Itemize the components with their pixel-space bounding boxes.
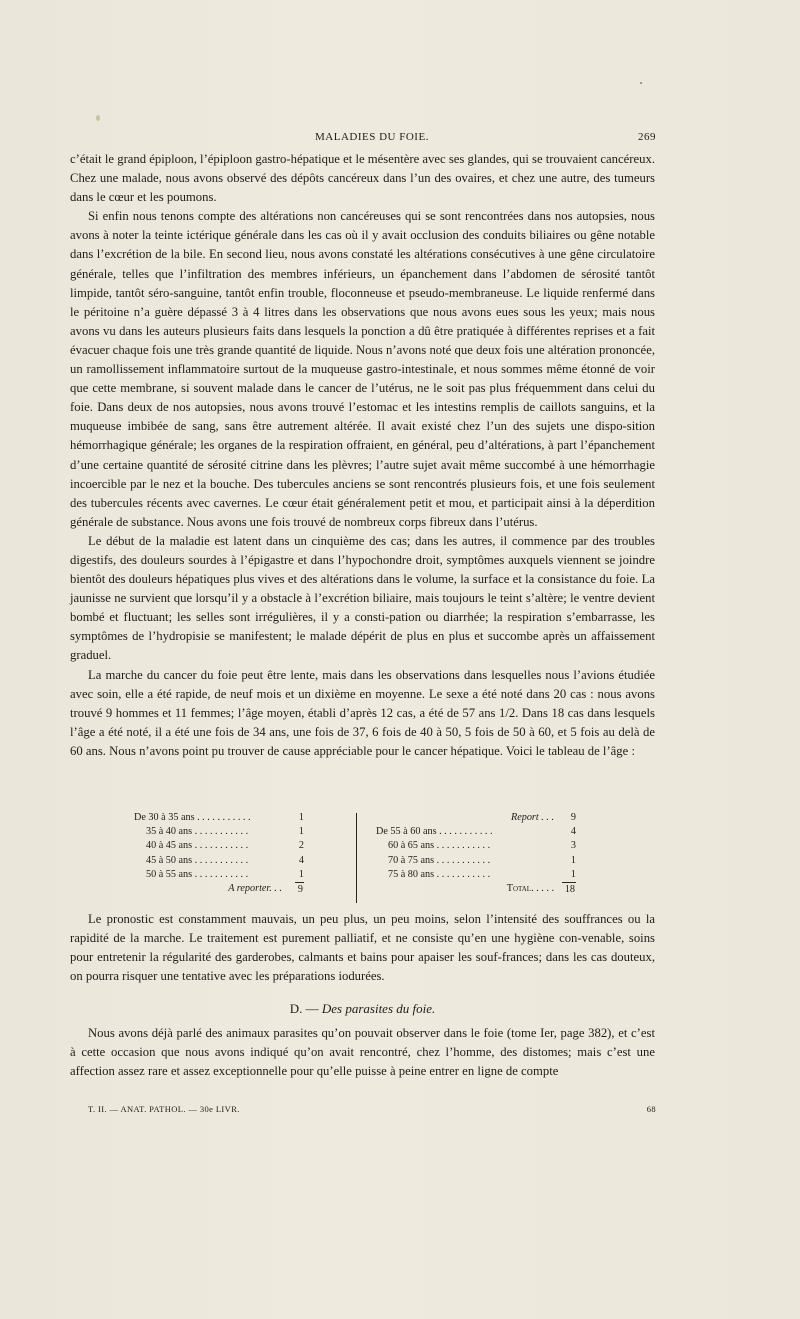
case-count: 1: [298, 812, 304, 823]
case-count: 4: [570, 826, 576, 838]
paragraph: Le début de la maladie est latent dans un cinquième des cas; dans les autres, il commence par des troubles digestifs, des douleurs sourdes à l’épigastre et dans l’hypochondre droit, symptômes auxquels viennent se joindre bientôt des douleurs hépatiques plus vives et des altérations dans le volume, la surface et la consistance du foie. La jaunisse ne survient que lorsqu’il y a obstacle à l’excrétion biliaire, mais toujours le teint s’altère; le ventre devient bombé et fluctuant; les selles sont irrégulières, il y a consti-pation ou diarrhée; la respiration s’embarrasse, les symptômes de l’hydropisie se manifestent; le malade dépérit de plus en plus et succombe après un affaissement graduel.: [70, 533, 655, 663]
age-range: De 30 à 35 ans . . . . . . . . . . .: [134, 812, 251, 823]
total-label: Total. . . . .: [506, 882, 554, 894]
age-range: 50 à 55 ans . . . . . . . . . . .: [146, 868, 249, 880]
section-prefix: D. —: [289, 1001, 322, 1016]
carry-forward-label: A reporter. . .: [228, 882, 282, 894]
case-count: 1: [570, 854, 576, 866]
case-count: 2: [298, 840, 304, 852]
section-title: Des parasites du foie.: [321, 1001, 436, 1016]
total-value: 18: [562, 882, 576, 897]
total-row: [376, 882, 576, 896]
case-count: 1: [298, 868, 304, 880]
paragraph: c’était le grand épiploon, l’épiploon gastro-hépatique et le mésentère avec ses glandes, qui se trouvaient cancéreux. Chez une malade, nous avons observé des dépôts cancéreux dans l’un des ovaires, et chez une autre, des tumeurs dans le cœur et les poumons.: [70, 152, 655, 205]
parasites-text: [70, 1024, 655, 1081]
page-header: [88, 131, 656, 149]
running-title: MALADIES DU FOIE.: [315, 131, 429, 143]
case-count: 3: [570, 840, 576, 852]
age-table: [134, 811, 576, 903]
paper-speck: [640, 82, 642, 84]
table-row: [146, 868, 304, 882]
main-text: [70, 150, 655, 761]
prognosis-text: [70, 910, 655, 986]
table-row: [146, 839, 304, 853]
brought-forward-value: 9: [570, 812, 576, 823]
paper-stain: [96, 115, 100, 121]
paragraph: Si enfin nous tenons compte des altérations non cancéreuses qui se sont rencontrées dans nos autopsies, nous avons à noter la teinte ictérique générale dans les cas où il y avait occlusion des conduits biliaires ou gêne notable dans l’excrétion de la bile. En second lieu, nous avons constaté les altérations consécutives à une gêne circulatoire générale, telles que l’infiltration des membres inférieurs, un épanchement dans l’abdomen de sérosité tantôt limpide, tantôt séro-sanguine, tantôt enfin trouble, floconneuse et pseudo-membraneuse. Le liquide renfermé dans le péritoine n’a guère dépassé 3 à 4 litres dans les observations que nous avons eues sous les yeux; mais nous avons vu dans les auteurs plusieurs faits dans lesquels la ponction a dû être pratiquée à différentes reprises et a fait évacuer chaque fois une très grande quantité de liquide. Nous n’avons noté que deux fois une altération prononcée, un ramollissement inflammatoire surtout de la muqueuse gastro-intestinale, et nous sommes même étonné de voir que cette membrane, si souvent malade dans le cancer de l’utérus, ne le soit pas plus fréquemment dans celui du foie. Dans deux de nos autopsies, nous avons trouvé l’estomac et les intestins remplis de caillots sanguins, et la muqueuse imbibée de sang, sans être autrement altérée. Il avait existé chez l’un des sujets une dispo-sition hémorrhagique générale; les organes de la respiration offraient, en général, peu d’altérations, à part l’épanchement d’une certaine quantité de sérosité citrine dans les plèvres; l’autre sujet avait même succombé à une hémorrhagie incoercible par le nez et la bouche. Des tubercules anciens se sont rencontrés plusieurs fois, et une fois seulement des tubercules récents avec cavernes. Le cœur était généralement petit et mou, et participait ainsi à la déperdition générale de substance. Nous avons une fois trouvé de nombreux corps fibreux dans l’utérus.: [70, 209, 655, 529]
paragraph: La marche du cancer du foie peut être lente, mais dans les observations dans lesquelles nous l’avions étudiée avec soin, elle a été rapide, de neuf mois et un dixième en moyenne. Le sexe a été noté dans 20 cas : nous avons trouvé 9 hommes et 11 femmes; l’âge moyen, établi d’après 12 cas, a été de 57 ans 1/2. Dans 18 cas dans lesquels l’âge a été noté, il a été une fois de 34 ans, une fois de 37, 6 fois de 40 à 50, 5 fois de 50 à 60, et 5 fois au delà de 60 ans. Nous n’avons point pu trouver de cause appréciable pour le cancer hépatique. Voici le tableau de l’âge :: [70, 667, 655, 758]
age-table-right-column: [376, 811, 576, 896]
table-row: [146, 825, 304, 839]
table-row: [376, 854, 576, 868]
section-heading: [70, 1001, 655, 1017]
carry-forward-row: [146, 882, 304, 896]
paragraph: Le pronostic est constamment mauvais, un peu plus, un peu moins, selon l’intensité des souffrances ou la rapidité de la marche. Le traitement est purement palliatif, et ne consiste qu’en une hygiène con-venable, soins pour entretenir la régularité des garderobes, calmants et bains pour apaiser les souf-frances; dans les cas douteux, on pourra risquer une tentative avec les préparations iodurées.: [70, 912, 655, 984]
age-range: 35 à 40 ans . . . . . . . . . . .: [146, 826, 249, 838]
age-range: 60 à 65 ans . . . . . . . . . . .: [388, 840, 491, 852]
sheet-number: 68: [646, 1104, 656, 1114]
column-divider: [356, 813, 357, 903]
age-table-left-column: [134, 811, 304, 896]
paragraph: Nous avons déjà parlé des animaux parasites qu’on pouvait observer dans le foie (tome Ier, page 382), et c’est à cette occasion que nous avons indiqué qu’on avait rencontré, chez l’homme, des distomes; mais c’est une affection assez rare et assez exceptionnelle pour qu’elle puisse à peine entrer en ligne de compte: [70, 1026, 655, 1079]
age-range: De 55 à 60 ans . . . . . . . . . . .: [376, 826, 493, 838]
age-range: 70 à 75 ans . . . . . . . . . . .: [388, 854, 491, 866]
case-count: 1: [298, 826, 304, 838]
case-count: 1: [570, 868, 576, 880]
age-range: 75 à 80 ans . . . . . . . . . . .: [388, 868, 491, 880]
table-row: [376, 825, 576, 839]
brought-forward-row: [376, 811, 576, 825]
age-range: 45 à 50 ans . . . . . . . . . . .: [146, 854, 249, 866]
table-row: [376, 839, 576, 853]
signature-mark: T. II. — ANAT. PATHOL. — 30e LIVR.: [88, 1104, 240, 1114]
table-row: [146, 854, 304, 868]
case-count: 4: [298, 854, 304, 866]
page-number: 269: [638, 131, 656, 143]
page-footer: [88, 1104, 656, 1118]
carry-forward-value: 9: [295, 882, 304, 897]
brought-forward-label: Report . . .: [510, 812, 554, 823]
age-range: 40 à 45 ans . . . . . . . . . . .: [146, 840, 249, 852]
table-row: [134, 811, 304, 825]
table-row: [376, 868, 576, 882]
